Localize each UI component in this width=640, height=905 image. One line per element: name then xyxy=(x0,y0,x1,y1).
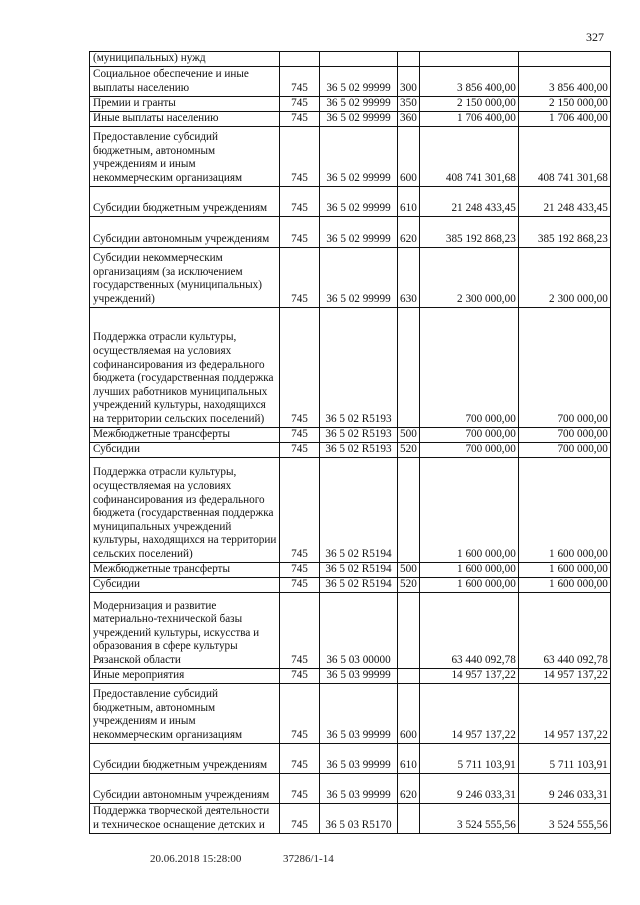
table-row xyxy=(90,457,611,562)
row-amount-2: 63 440 092,78 xyxy=(518,592,610,668)
row-expense-type xyxy=(398,307,420,427)
row-target-article: 36 5 02 R5194 xyxy=(320,577,398,592)
table-row xyxy=(90,247,611,307)
footer-document-code: 37286/1-14 xyxy=(283,853,334,865)
row-amount-1: 9 246 033,31 xyxy=(419,773,518,803)
row-amount-2: 14 957 137,22 xyxy=(518,668,610,683)
row-name: Субсидии автономным учреждениям xyxy=(90,773,280,803)
row-amount-1: 21 248 433,45 xyxy=(419,186,518,216)
row-name: Субсидии некоммерческим организациям (за исключением государственных (муниципальных) учреждений) xyxy=(90,247,280,307)
row-department-code: 745 xyxy=(280,442,320,457)
row-amount-2: 9 246 033,31 xyxy=(518,773,610,803)
row-expense-type: 620 xyxy=(398,216,420,247)
row-name: Поддержка отрасли культуры, осуществляемая на условиях софинансирования из федерального бюджета (государственная поддержка лучших работников муниципальных учреждений культуры, находящихся на территории сельских поселений) xyxy=(90,307,280,427)
row-expense-type: 300 xyxy=(398,66,420,96)
table-row xyxy=(90,307,611,427)
row-department-code: 745 xyxy=(280,126,320,186)
row-name: Предоставление субсидий бюджетным, автономным учреждениям и иным некоммерческим организациям xyxy=(90,683,280,743)
row-amount-2: 3 524 555,56 xyxy=(518,803,610,833)
row-amount-2: 408 741 301,68 xyxy=(518,126,610,186)
row-amount-1: 700 000,00 xyxy=(419,442,518,457)
row-target-article: 36 5 02 99999 xyxy=(320,111,398,126)
row-name: (муниципальных) нужд xyxy=(90,52,280,67)
row-expense-type xyxy=(398,592,420,668)
row-amount-2: 700 000,00 xyxy=(518,442,610,457)
row-expense-type: 600 xyxy=(398,126,420,186)
row-target-article: 36 5 02 99999 xyxy=(320,66,398,96)
row-expense-type: 500 xyxy=(398,427,420,442)
row-target-article: 36 5 02 99999 xyxy=(320,247,398,307)
row-amount-1: 3 524 555,56 xyxy=(419,803,518,833)
row-expense-type: 630 xyxy=(398,247,420,307)
table-row xyxy=(90,442,611,457)
row-amount-1: 1 600 000,00 xyxy=(419,577,518,592)
row-amount-2: 14 957 137,22 xyxy=(518,683,610,743)
row-target-article: 36 5 02 R5194 xyxy=(320,457,398,562)
row-expense-type: 350 xyxy=(398,96,420,111)
row-department-code: 745 xyxy=(280,562,320,577)
footer-timestamp: 20.06.2018 15:28:00 xyxy=(150,853,242,865)
row-amount-2: 2 150 000,00 xyxy=(518,96,610,111)
row-name: Субсидии xyxy=(90,442,280,457)
row-expense-type: 520 xyxy=(398,577,420,592)
table-row xyxy=(90,562,611,577)
row-amount-1: 2 150 000,00 xyxy=(419,96,518,111)
table-row xyxy=(90,577,611,592)
row-target-article: 36 5 02 R5193 xyxy=(320,427,398,442)
table-row xyxy=(90,803,611,833)
row-target-article: 36 5 02 R5194 xyxy=(320,562,398,577)
row-department-code: 745 xyxy=(280,773,320,803)
row-department-code: 745 xyxy=(280,186,320,216)
row-department-code: 745 xyxy=(280,427,320,442)
row-amount-2: 385 192 868,23 xyxy=(518,216,610,247)
table-row xyxy=(90,668,611,683)
row-amount-2: 700 000,00 xyxy=(518,427,610,442)
budget-table xyxy=(89,51,611,834)
row-expense-type xyxy=(398,457,420,562)
row-department-code: 745 xyxy=(280,307,320,427)
table-row xyxy=(90,743,611,773)
row-amount-2: 1 600 000,00 xyxy=(518,577,610,592)
table-row xyxy=(90,96,611,111)
row-department-code: 745 xyxy=(280,66,320,96)
row-target-article: 36 5 03 00000 xyxy=(320,592,398,668)
row-department-code: 745 xyxy=(280,577,320,592)
table-row xyxy=(90,592,611,668)
row-name: Премии и гранты xyxy=(90,96,280,111)
row-target-article: 36 5 03 99999 xyxy=(320,683,398,743)
row-name: Субсидии бюджетным учреждениям xyxy=(90,186,280,216)
row-department-code: 745 xyxy=(280,96,320,111)
row-name: Предоставление субсидий бюджетным, автономным учреждениям и иным некоммерческим организациям xyxy=(90,126,280,186)
row-amount-1: 2 300 000,00 xyxy=(419,247,518,307)
row-expense-type: 520 xyxy=(398,442,420,457)
row-target-article: 36 5 02 99999 xyxy=(320,216,398,247)
row-department-code: 745 xyxy=(280,803,320,833)
row-amount-2 xyxy=(518,52,610,67)
row-name: Социальное обеспечение и иные выплаты населению xyxy=(90,66,280,96)
row-department-code: 745 xyxy=(280,592,320,668)
row-amount-1: 1 600 000,00 xyxy=(419,457,518,562)
row-expense-type: 500 xyxy=(398,562,420,577)
budget-table-body xyxy=(90,52,611,834)
row-expense-type xyxy=(398,803,420,833)
row-target-article: 36 5 02 R5193 xyxy=(320,442,398,457)
row-target-article: 36 5 02 99999 xyxy=(320,96,398,111)
row-amount-1: 14 957 137,22 xyxy=(419,683,518,743)
row-name: Поддержка творческой деятельности и техническое оснащение детских и xyxy=(90,803,280,833)
row-amount-1: 3 856 400,00 xyxy=(419,66,518,96)
row-expense-type: 610 xyxy=(398,743,420,773)
row-department-code: 745 xyxy=(280,457,320,562)
row-name: Межбюджетные трансферты xyxy=(90,562,280,577)
row-expense-type xyxy=(398,668,420,683)
row-department-code xyxy=(280,52,320,67)
table-row xyxy=(90,66,611,96)
row-amount-1: 385 192 868,23 xyxy=(419,216,518,247)
table-row xyxy=(90,216,611,247)
row-amount-1: 14 957 137,22 xyxy=(419,668,518,683)
row-target-article: 36 5 02 R5193 xyxy=(320,307,398,427)
row-expense-type: 600 xyxy=(398,683,420,743)
row-name: Поддержка отрасли культуры, осуществляемая на условиях софинансирования из федерального бюджета (государственная поддержка муниципальных учреждений культуры, находящихся на территории сельских поселений) xyxy=(90,457,280,562)
row-expense-type: 620 xyxy=(398,773,420,803)
row-target-article: 36 5 03 99999 xyxy=(320,743,398,773)
row-amount-2: 21 248 433,45 xyxy=(518,186,610,216)
row-expense-type: 610 xyxy=(398,186,420,216)
page-number: 327 xyxy=(586,30,604,44)
row-amount-1: 63 440 092,78 xyxy=(419,592,518,668)
row-department-code: 745 xyxy=(280,216,320,247)
row-amount-1: 5 711 103,91 xyxy=(419,743,518,773)
row-department-code: 745 xyxy=(280,743,320,773)
row-amount-2: 700 000,00 xyxy=(518,307,610,427)
row-name: Иные мероприятия xyxy=(90,668,280,683)
row-amount-1: 408 741 301,68 xyxy=(419,126,518,186)
row-amount-2: 3 856 400,00 xyxy=(518,66,610,96)
table-row xyxy=(90,427,611,442)
row-name: Субсидии xyxy=(90,577,280,592)
row-target-article: 36 5 02 99999 xyxy=(320,126,398,186)
table-row xyxy=(90,52,611,67)
row-name: Иные выплаты населению xyxy=(90,111,280,126)
row-target-article: 36 5 02 99999 xyxy=(320,186,398,216)
row-amount-2: 1 706 400,00 xyxy=(518,111,610,126)
row-amount-2: 2 300 000,00 xyxy=(518,247,610,307)
row-expense-type: 360 xyxy=(398,111,420,126)
row-department-code: 745 xyxy=(280,683,320,743)
table-row xyxy=(90,773,611,803)
row-target-article: 36 5 03 99999 xyxy=(320,668,398,683)
row-department-code: 745 xyxy=(280,111,320,126)
table-row xyxy=(90,186,611,216)
row-amount-2: 1 600 000,00 xyxy=(518,457,610,562)
row-amount-1: 700 000,00 xyxy=(419,307,518,427)
row-amount-2: 1 600 000,00 xyxy=(518,562,610,577)
row-name: Субсидии бюджетным учреждениям xyxy=(90,743,280,773)
row-name: Субсидии автономным учреждениям xyxy=(90,216,280,247)
row-target-article: 36 5 03 R5170 xyxy=(320,803,398,833)
row-expense-type xyxy=(398,52,420,67)
row-name: Межбюджетные трансферты xyxy=(90,427,280,442)
row-department-code: 745 xyxy=(280,247,320,307)
row-target-article: 36 5 03 99999 xyxy=(320,773,398,803)
row-amount-2: 5 711 103,91 xyxy=(518,743,610,773)
row-name: Модернизация и развитие материально-технической базы учреждений культуры, искусства и образования в сфере культуры Рязанской области xyxy=(90,592,280,668)
row-department-code: 745 xyxy=(280,668,320,683)
row-amount-1: 1 706 400,00 xyxy=(419,111,518,126)
row-target-article xyxy=(320,52,398,67)
table-row xyxy=(90,683,611,743)
row-amount-1: 1 600 000,00 xyxy=(419,562,518,577)
row-amount-1: 700 000,00 xyxy=(419,427,518,442)
table-row xyxy=(90,126,611,186)
row-amount-1 xyxy=(419,52,518,67)
table-row xyxy=(90,111,611,126)
